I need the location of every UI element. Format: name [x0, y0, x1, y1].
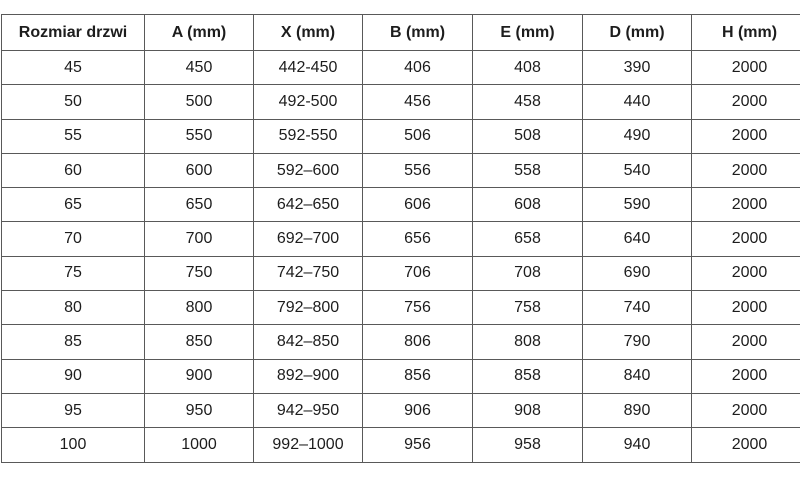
table-cell: 740 [583, 291, 692, 325]
table-cell: 642–650 [254, 188, 363, 222]
table-cell: 500 [145, 85, 254, 119]
table-cell: 590 [583, 188, 692, 222]
table-cell: 700 [145, 222, 254, 256]
table-cell: 656 [363, 222, 473, 256]
row-size-cell: 45 [2, 51, 145, 85]
table-row [2, 359, 800, 393]
table-cell: 950 [145, 393, 254, 427]
table-cell: 406 [363, 51, 473, 85]
table-cell: 608 [473, 188, 583, 222]
row-size-cell: 95 [2, 393, 145, 427]
column-header-a-mm: A (mm) [145, 15, 254, 51]
table-cell: 640 [583, 222, 692, 256]
door-dimensions-table [1, 14, 800, 463]
table-cell: 2000 [692, 256, 800, 290]
table-cell: 2000 [692, 153, 800, 187]
table-cell: 906 [363, 393, 473, 427]
column-header-x-mm: X (mm) [254, 15, 363, 51]
table-cell: 390 [583, 51, 692, 85]
table-cell: 942–950 [254, 393, 363, 427]
table-cell: 540 [583, 153, 692, 187]
table-row [2, 119, 800, 153]
table-cell: 2000 [692, 222, 800, 256]
table-cell: 2000 [692, 393, 800, 427]
table-cell: 706 [363, 256, 473, 290]
table-row [2, 188, 800, 222]
row-size-cell: 75 [2, 256, 145, 290]
table-cell: 850 [145, 325, 254, 359]
table-row [2, 222, 800, 256]
row-size-cell: 50 [2, 85, 145, 119]
row-size-cell: 60 [2, 153, 145, 187]
row-size-cell: 55 [2, 119, 145, 153]
row-size-cell: 85 [2, 325, 145, 359]
table-cell: 2000 [692, 428, 800, 462]
column-header-e-mm: E (mm) [473, 15, 583, 51]
table-cell: 2000 [692, 85, 800, 119]
table-cell: 508 [473, 119, 583, 153]
column-header-b-mm: B (mm) [363, 15, 473, 51]
table-cell: 650 [145, 188, 254, 222]
row-size-cell: 65 [2, 188, 145, 222]
table-row [2, 393, 800, 427]
table-cell: 458 [473, 85, 583, 119]
table-cell: 958 [473, 428, 583, 462]
table-cell: 558 [473, 153, 583, 187]
table-cell: 708 [473, 256, 583, 290]
table-cell: 2000 [692, 291, 800, 325]
table-cell: 658 [473, 222, 583, 256]
table-cell: 842–850 [254, 325, 363, 359]
table-cell: 556 [363, 153, 473, 187]
table-row [2, 325, 800, 359]
table-cell: 440 [583, 85, 692, 119]
table-cell: 606 [363, 188, 473, 222]
table-cell: 940 [583, 428, 692, 462]
table-cell: 790 [583, 325, 692, 359]
table-row [2, 428, 800, 462]
table-cell: 2000 [692, 359, 800, 393]
table-cell: 2000 [692, 188, 800, 222]
table-cell: 742–750 [254, 256, 363, 290]
table-cell: 600 [145, 153, 254, 187]
table-row [2, 256, 800, 290]
table-cell: 992–1000 [254, 428, 363, 462]
table-body [2, 51, 800, 463]
table-cell: 858 [473, 359, 583, 393]
column-header-d-mm: D (mm) [583, 15, 692, 51]
table-row [2, 153, 800, 187]
table-cell: 750 [145, 256, 254, 290]
table-cell: 506 [363, 119, 473, 153]
table-row [2, 85, 800, 119]
row-size-cell: 100 [2, 428, 145, 462]
table-cell: 808 [473, 325, 583, 359]
table-cell: 892–900 [254, 359, 363, 393]
door-dimensions-table-container [1, 14, 800, 463]
table-cell: 806 [363, 325, 473, 359]
table-cell: 2000 [692, 325, 800, 359]
table-cell: 690 [583, 256, 692, 290]
table-cell: 450 [145, 51, 254, 85]
header-row [2, 15, 800, 51]
table-cell: 550 [145, 119, 254, 153]
table-row [2, 291, 800, 325]
table-cell: 692–700 [254, 222, 363, 256]
table-cell: 856 [363, 359, 473, 393]
table-cell: 758 [473, 291, 583, 325]
table-cell: 956 [363, 428, 473, 462]
row-size-cell: 90 [2, 359, 145, 393]
table-cell: 456 [363, 85, 473, 119]
row-size-cell: 80 [2, 291, 145, 325]
row-size-cell: 70 [2, 222, 145, 256]
table-cell: 890 [583, 393, 692, 427]
table-cell: 592-550 [254, 119, 363, 153]
column-header-h-mm: H (mm) [692, 15, 800, 51]
table-cell: 792–800 [254, 291, 363, 325]
table-row [2, 51, 800, 85]
table-cell: 900 [145, 359, 254, 393]
table-cell: 800 [145, 291, 254, 325]
table-cell: 2000 [692, 51, 800, 85]
table-cell: 1000 [145, 428, 254, 462]
table-header [2, 15, 800, 51]
table-cell: 492-500 [254, 85, 363, 119]
table-cell: 756 [363, 291, 473, 325]
table-cell: 592–600 [254, 153, 363, 187]
table-cell: 490 [583, 119, 692, 153]
table-cell: 840 [583, 359, 692, 393]
table-cell: 442-450 [254, 51, 363, 85]
table-cell: 908 [473, 393, 583, 427]
table-cell: 408 [473, 51, 583, 85]
table-cell: 2000 [692, 119, 800, 153]
column-header-rozmiar-drzwi: Rozmiar drzwi [2, 15, 145, 51]
